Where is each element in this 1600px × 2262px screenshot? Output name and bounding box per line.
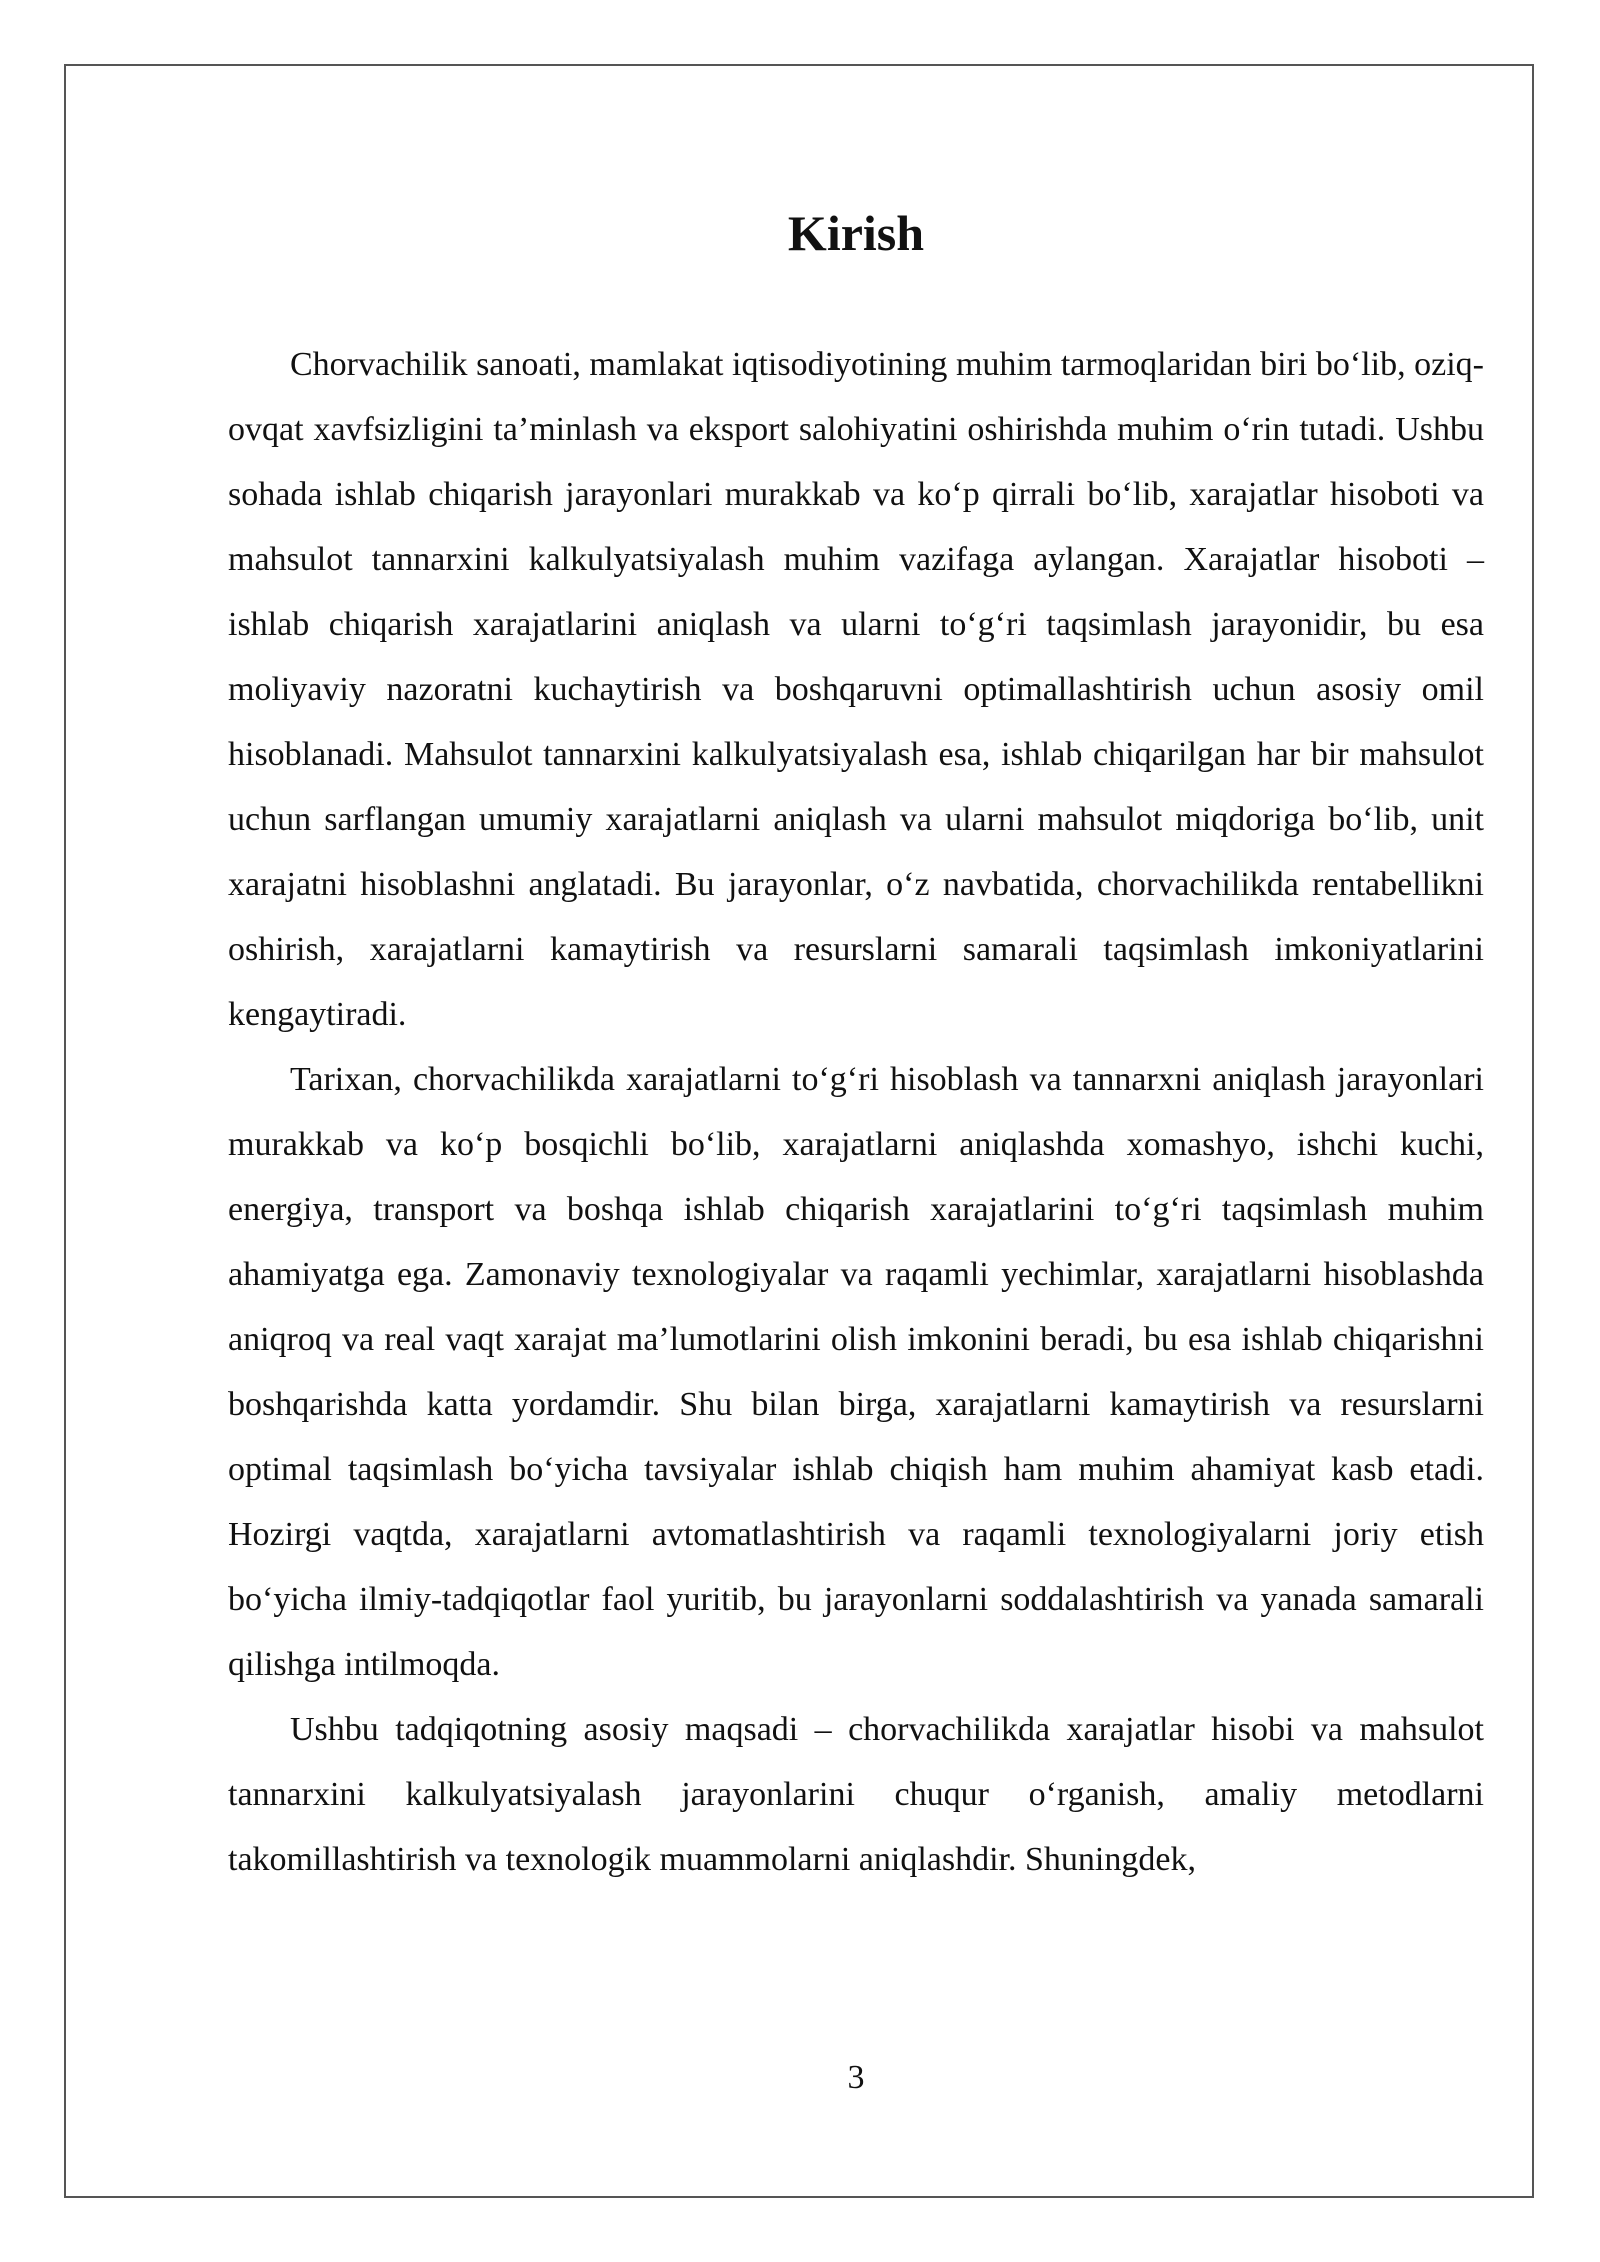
paragraph-1: Chorvachilik sanoati, mamlakat iqtisodiyotining muhim tarmoqlaridan biri bo‘lib, oziq-ovqat xavfsizligini ta’minlash va eksport salohiyatini oshirishda muhim o‘rin tutadi. Ushbu sohada ishlab chiqarish jarayonlari murakkab va ko‘p qirrali bo‘lib, xarajatlar hisoboti va mahsulot tannarxini kalkulyatsiyalash muhim vazifaga aylangan. Xarajatlar hisoboti – ishlab chiqarish xarajatlarini aniqlash va ularni to‘g‘ri taqsimlash jarayonidir, bu esa moliyaviy nazoratni kuchaytirish va boshqaruvni optimallashtirish uchun asosiy omil hisoblanadi. Mahsulot tannarxini kalkulyatsiyalash esa, ishlab chiqarilgan har bir mahsulot uchun sarflangan umumiy xarajatlarni aniqlash va ularni mahsulot miqdoriga bo‘lib, unit xarajatni hisoblashni anglatadi. Bu jarayonlar, o‘z navbatida, chorvachilikda rentabellikni oshirish, xarajatlarni kamaytirish va resurslarni samarali taqsimlash imkoniyatlarini kengaytiradi. <box>228 346 1484 1033</box>
paragraph-3: Ushbu tadqiqotning asosiy maqsadi – chorvachilikda xarajatlar hisobi va mahsulot tannarxini kalkulyatsiyalash jarayonlarini chuqur o‘rganish, amaliy metodlarni takomillashtirish va texnologik muammolarni aniqlashdir. Shuningdek, <box>228 1711 1484 1878</box>
page-title: Kirish <box>787 205 925 261</box>
body-text <box>228 332 1484 1892</box>
paragraph-2: Tarixan, chorvachilikda xarajatlarni to‘g‘ri hisoblash va tannarxni aniqlash jarayonlari murakkab va ko‘p bosqichli bo‘lib, xarajatlarni aniqlashda xomashyo, ishchi kuchi, energiya, transport va boshqa ishlab chiqarish xarajatlarini to‘g‘ri taqsimlash muhim ahamiyatga ega. Zamonaviy texnologiyalar va raqamli yechimlar, xarajatlarni hisoblashda aniqroq va real vaqt xarajat ma’lumotlarini olish imkonini beradi, bu esa ishlab chiqarishni boshqarishda katta yordamdir. Shu bilan birga, xarajatlarni kamaytirish va resurslarni optimal taqsimlash bo‘yicha tavsiyalar ishlab chiqish ham muhim ahamiyat kasb etadi. Hozirgi vaqtda, xarajatlarni avtomatlashtirish va raqamli texnologiyalarni joriy etish bo‘yicha ilmiy-tadqiqotlar faol yuritib, bu jarayonlarni soddalashtirish va yanada samarali qilishga intilmoqda. <box>228 1061 1484 1683</box>
page-number: 3 <box>847 2059 865 2096</box>
